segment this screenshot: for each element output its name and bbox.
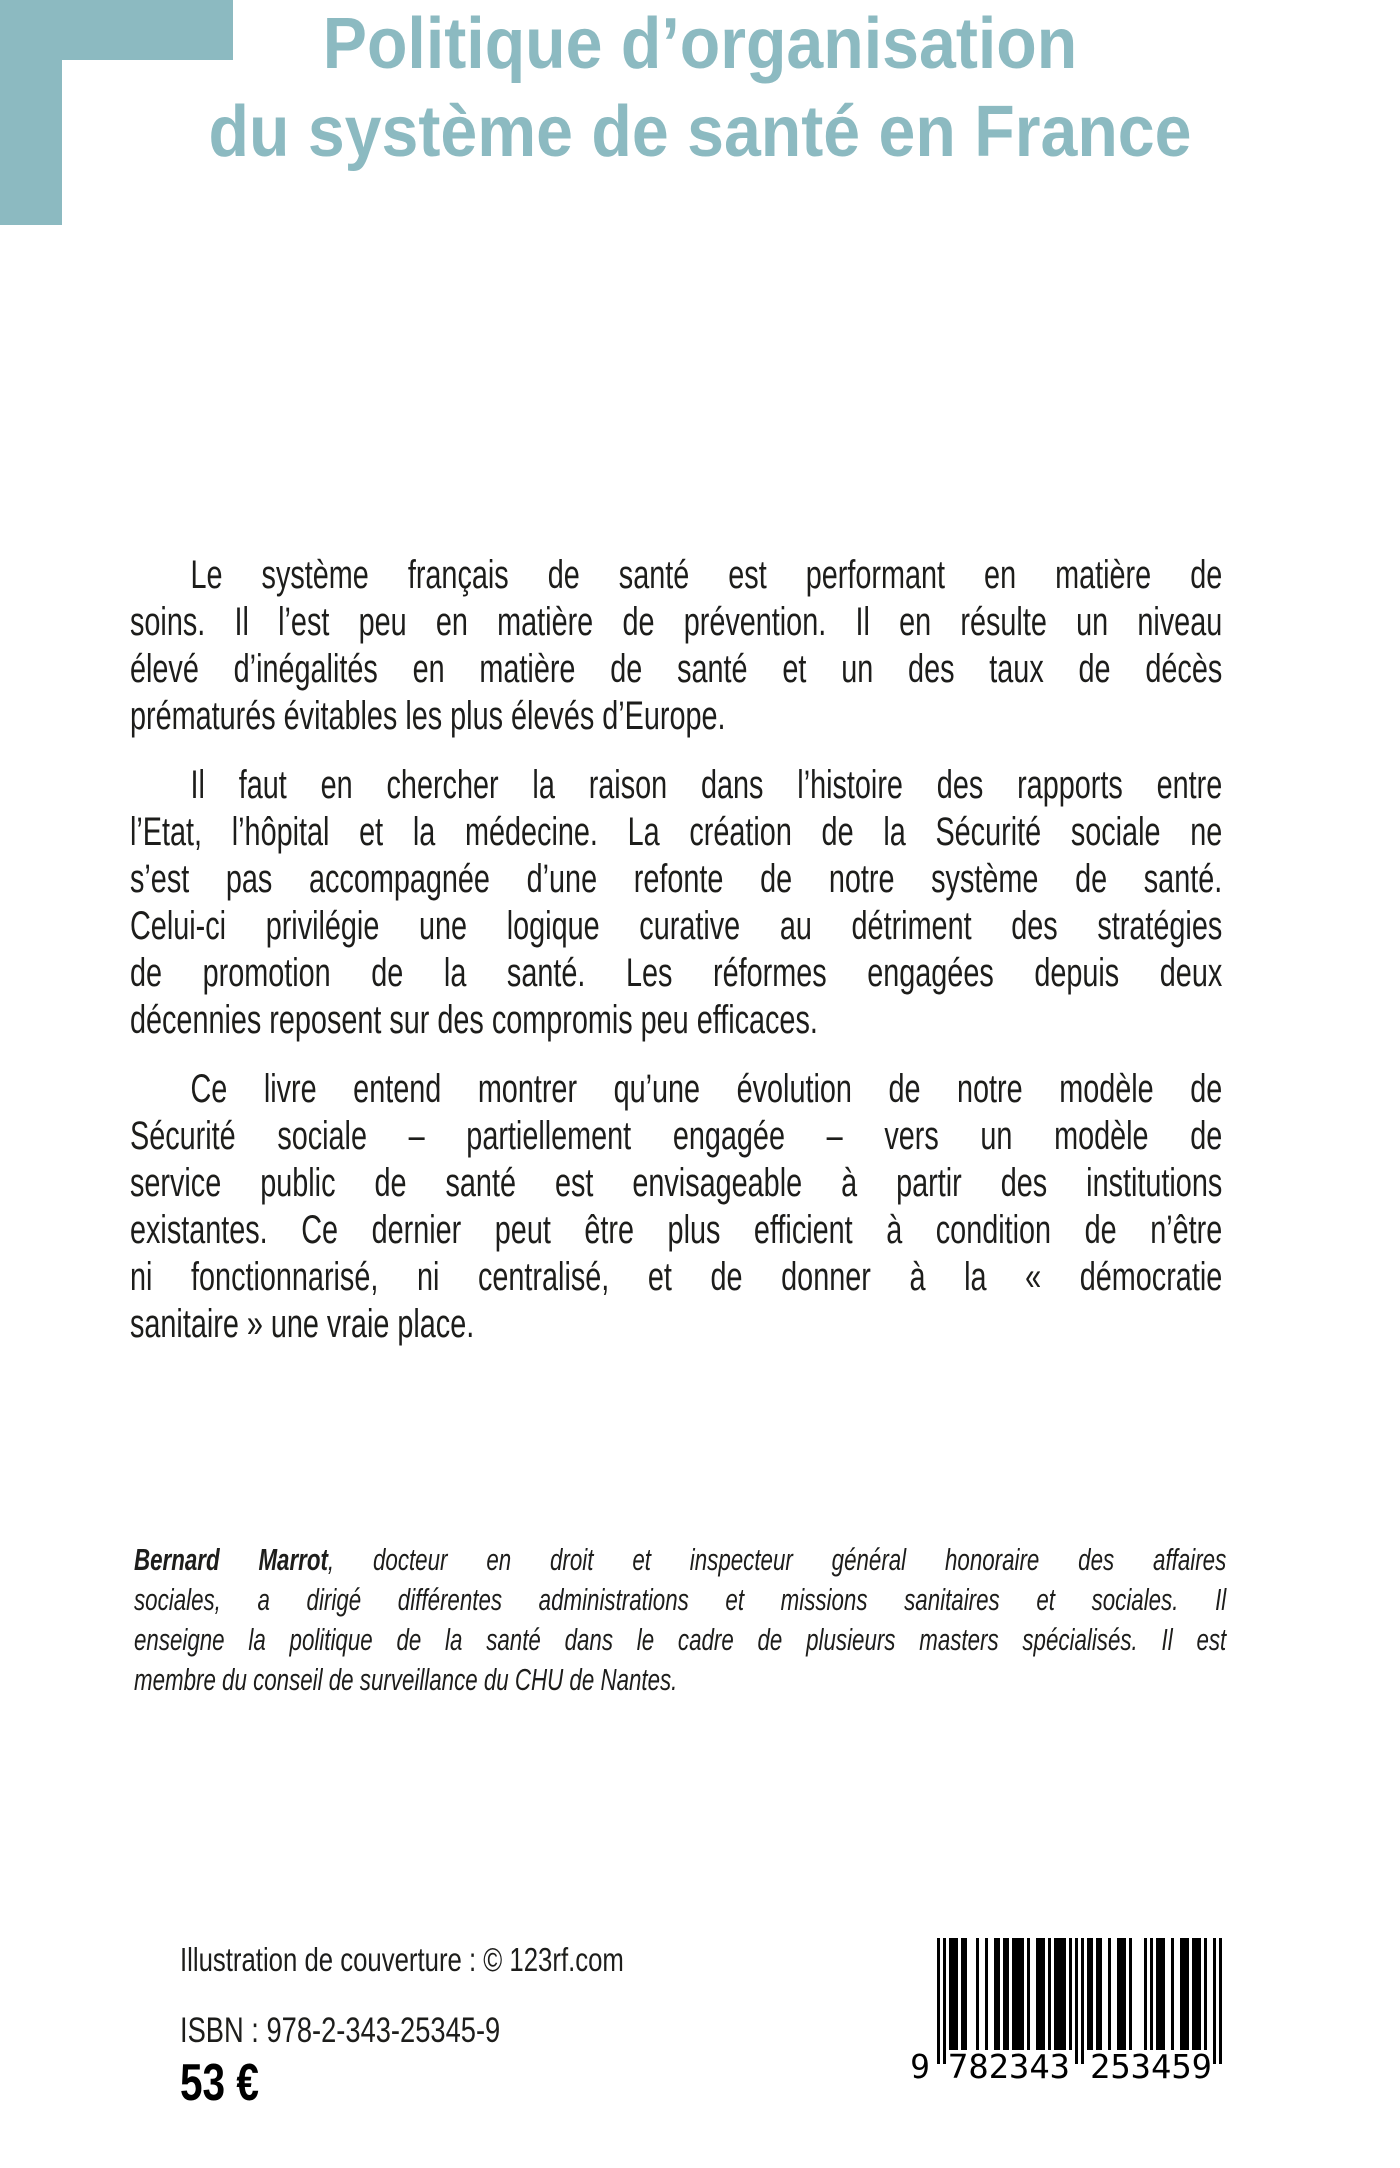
barcode-digit-group-3: 253459 — [1090, 2047, 1212, 2086]
isbn-text: ISBN : 978-2-343-25345-9 — [180, 2011, 501, 2050]
body-line: décennies reposent sur des compromis peu efficaces. — [130, 998, 818, 1042]
book-title — [56, 0, 1344, 176]
back-cover-blurb — [130, 552, 1222, 1370]
bio-line: membre du conseil de surveillance du CHU de Nantes. — [134, 1662, 678, 1697]
author-bio — [134, 1540, 1226, 1700]
book-title-line-2: du système de santé en France — [208, 92, 1192, 172]
body-line: Ce livre entend montrer qu’une évolution de notre modèle de — [190, 1067, 1223, 1111]
body-line: l’Etat, l’hôpital et la médecine. La création de la Sécurité sociale ne — [130, 810, 1223, 854]
body-line: Sécurité sociale – partiellement engagée – vers un modèle de — [130, 1114, 1223, 1158]
price-text: 53 € — [180, 2054, 259, 2112]
body-line: service public de santé est envisageable à partir des institutions — [130, 1161, 1223, 1205]
blurb-paragraph-3 — [130, 1066, 1222, 1348]
corner-accent-vertical — [0, 0, 62, 225]
body-line: Celui-ci privilégie une logique curative au détriment des stratégies — [130, 904, 1223, 948]
body-line: Il faut en chercher la raison dans l’histoire des rapports entre — [190, 763, 1223, 807]
author-name: Bernard Marrot — [134, 1542, 328, 1577]
bio-line-1-text: , docteur en droit et inspecteur général honoraire des affaires — [327, 1542, 1227, 1577]
body-line: existantes. Ce dernier peut être plus efficient à condition de n’être — [130, 1208, 1223, 1252]
body-line: élevé d’inégalités en matière de santé et un des taux de décès — [130, 647, 1223, 691]
body-line: soins. Il l’est peu en matière de prévention. Il en résulte un niveau — [130, 600, 1223, 644]
barcode-svg — [900, 1938, 1230, 2086]
body-line: prématurés évitables les plus élevés d’Europe. — [130, 694, 726, 738]
body-line: s’est pas accompagnée d’une refonte de notre système de santé. — [130, 857, 1223, 901]
body-line: Le système français de santé est performant en matière de — [190, 553, 1223, 597]
barcode-bars — [937, 1938, 1222, 2064]
footer-info — [180, 1942, 726, 2110]
book-title-line-1: Politique d’organisation — [322, 4, 1078, 84]
body-line: de promotion de la santé. Les réformes engagées depuis deux — [130, 951, 1223, 995]
bio-line — [134, 1540, 1226, 1580]
body-line: ni fonctionnarisé, ni centralisé, et de donner à la « démocratie — [130, 1255, 1223, 1299]
bio-line: sociales, a dirigé différentes administrations et missions sanitaires et sociales. Il — [134, 1582, 1227, 1617]
blurb-paragraph-2 — [130, 762, 1222, 1044]
bio-line: enseigne la politique de la santé dans le cadre de plusieurs masters spécialisés. Il est — [134, 1622, 1227, 1657]
barcode-digit-group-2: 782343 — [948, 2047, 1070, 2086]
barcode — [900, 1938, 1230, 2086]
illustration-credit: Illustration de couverture : © 123rf.com — [180, 1941, 624, 1978]
barcode-digit-group-1: 9 — [910, 2047, 930, 2086]
blurb-paragraph-1 — [130, 552, 1222, 740]
body-line: sanitaire » une vraie place. — [130, 1302, 475, 1346]
